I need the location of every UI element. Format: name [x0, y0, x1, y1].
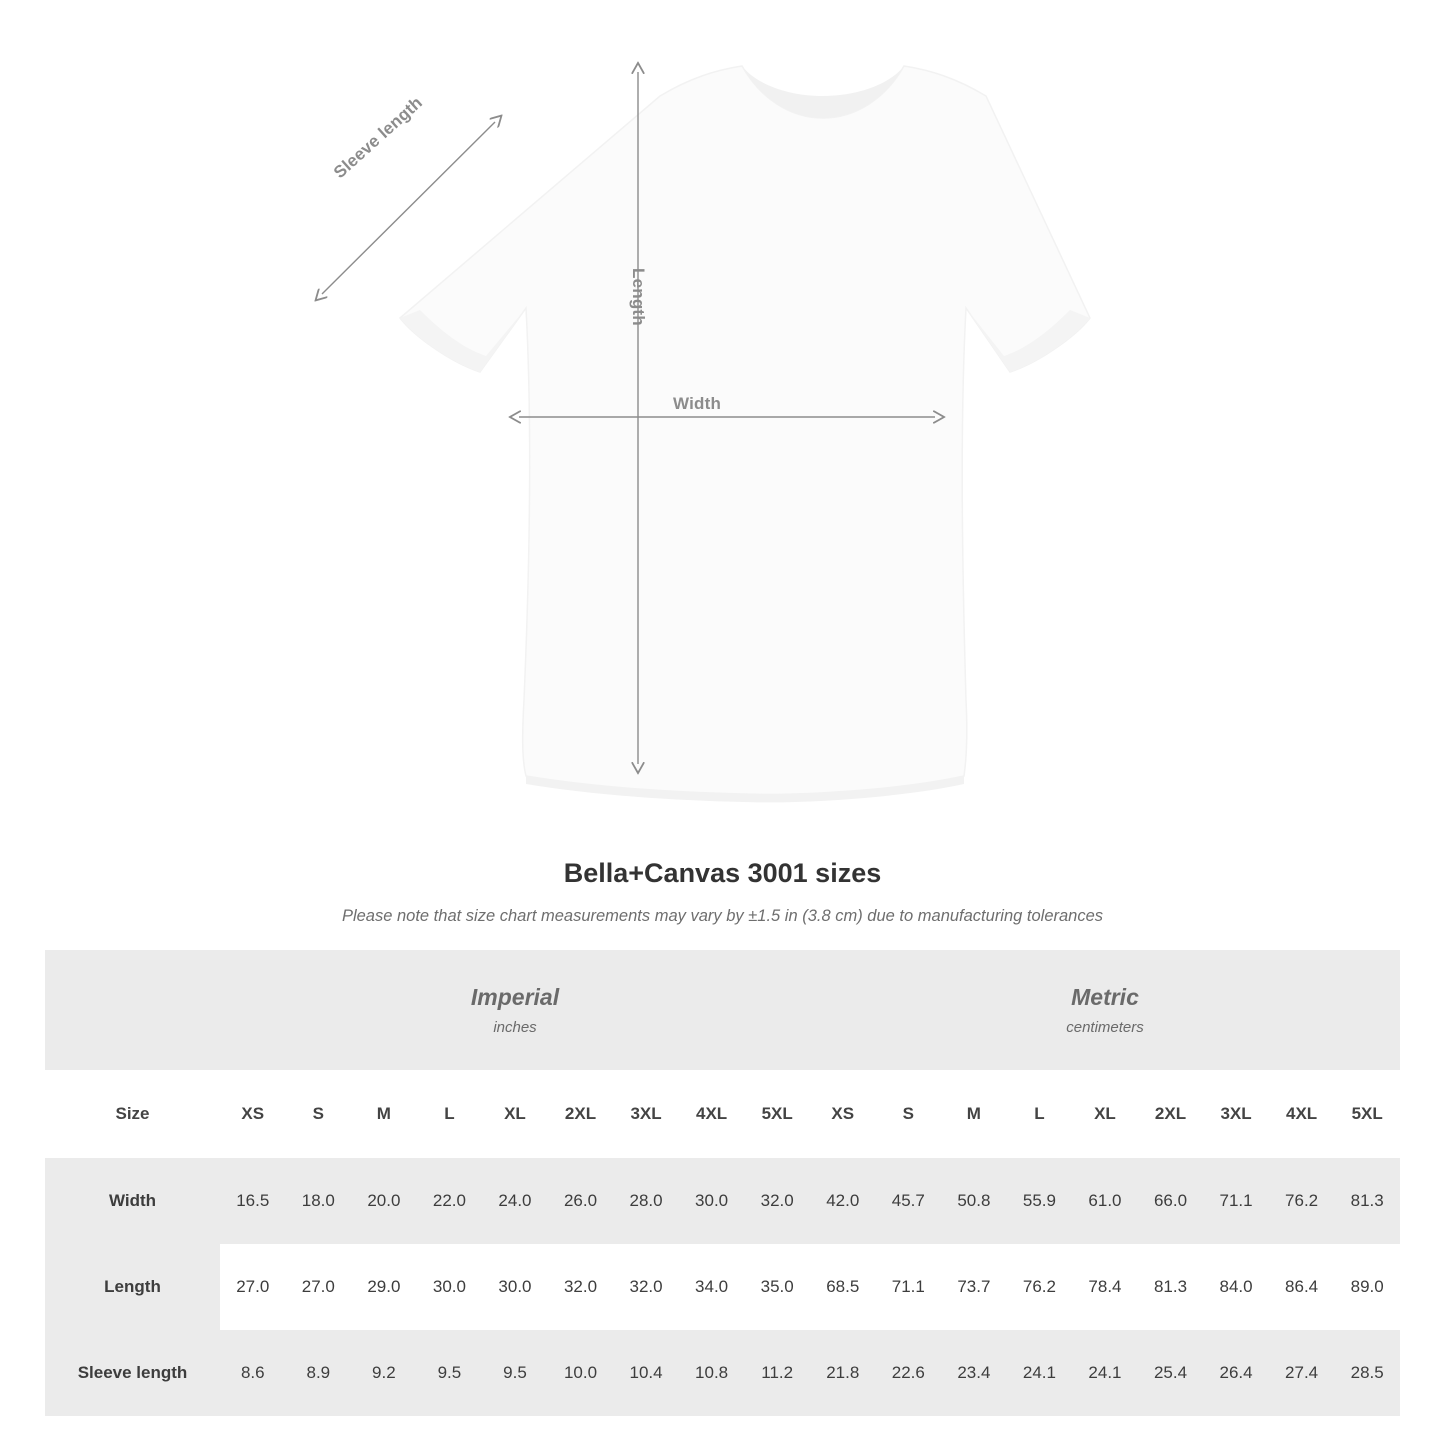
cell-length-3XL-6: 32.0: [613, 1244, 679, 1330]
cell-sleeve-length-2XL-5: 10.0: [548, 1330, 614, 1416]
size-chart-table-wrapper: [45, 950, 1400, 1416]
size-chart-table: [45, 950, 1400, 1416]
sleeve-length-label: Sleeve length: [330, 92, 427, 183]
cell-length-XL-13: 78.4: [1072, 1244, 1138, 1330]
cell-length-M-2: 29.0: [351, 1244, 417, 1330]
cell-sleeve-length-4XL-16: 27.4: [1269, 1330, 1335, 1416]
column-header-size-8: 5XL: [744, 1070, 810, 1158]
table-row: [45, 1244, 1400, 1330]
table-row: [45, 1158, 1400, 1244]
column-header-size-13: XL: [1072, 1070, 1138, 1158]
row-header-length: Length: [45, 1244, 220, 1330]
cell-length-L-12: 76.2: [1007, 1244, 1073, 1330]
column-header-size-2: M: [351, 1070, 417, 1158]
cell-width-S-1: 18.0: [286, 1158, 352, 1244]
column-header-size-0: XS: [220, 1070, 286, 1158]
length-label: Length: [629, 268, 648, 326]
cell-sleeve-length-S-10: 22.6: [876, 1330, 942, 1416]
cell-width-4XL-16: 76.2: [1269, 1158, 1335, 1244]
width-label: Width: [673, 394, 722, 413]
cell-length-XS-0: 27.0: [220, 1244, 286, 1330]
cell-sleeve-length-M-2: 9.2: [351, 1330, 417, 1416]
cell-sleeve-length-S-1: 8.9: [286, 1330, 352, 1416]
cell-width-3XL-15: 71.1: [1203, 1158, 1269, 1244]
column-header-size-4: XL: [482, 1070, 548, 1158]
cell-width-L-12: 55.9: [1007, 1158, 1073, 1244]
cell-sleeve-length-3XL-15: 26.4: [1203, 1330, 1269, 1416]
cell-length-2XL-14: 81.3: [1138, 1244, 1204, 1330]
table-corner-cell: [45, 950, 220, 1070]
cell-width-S-10: 45.7: [876, 1158, 942, 1244]
cell-sleeve-length-XL-4: 9.5: [482, 1330, 548, 1416]
column-header-size-9: XS: [810, 1070, 876, 1158]
cell-width-2XL-14: 66.0: [1138, 1158, 1204, 1244]
column-header-size-11: M: [941, 1070, 1007, 1158]
cell-sleeve-length-L-12: 24.1: [1007, 1330, 1073, 1416]
cell-width-M-2: 20.0: [351, 1158, 417, 1244]
column-header-size-6: 3XL: [613, 1070, 679, 1158]
cell-length-5XL-17: 89.0: [1334, 1244, 1400, 1330]
cell-length-S-10: 71.1: [876, 1244, 942, 1330]
cell-width-XL-13: 61.0: [1072, 1158, 1138, 1244]
cell-length-XL-4: 30.0: [482, 1244, 548, 1330]
column-header-size-1: S: [286, 1070, 352, 1158]
cell-sleeve-length-5XL-17: 28.5: [1334, 1330, 1400, 1416]
unit-group-sub: centimeters: [1066, 1019, 1144, 1036]
column-header-size-12: L: [1007, 1070, 1073, 1158]
unit-group-name: Imperial: [470, 984, 560, 1010]
column-header-size-5: 2XL: [548, 1070, 614, 1158]
unit-group-sub: inches: [493, 1019, 537, 1036]
table-row: [45, 1330, 1400, 1416]
cell-sleeve-length-5XL-8: 11.2: [744, 1330, 810, 1416]
cell-sleeve-length-XS-9: 21.8: [810, 1330, 876, 1416]
cell-width-XS-0: 16.5: [220, 1158, 286, 1244]
cell-length-3XL-15: 84.0: [1203, 1244, 1269, 1330]
cell-width-L-3: 22.0: [417, 1158, 483, 1244]
page-title: Bella+Canvas 3001 sizes: [563, 858, 882, 888]
cell-length-S-1: 27.0: [286, 1244, 352, 1330]
tolerance-note: Please note that size chart measurements may vary by ±1.5 in (3.8 cm) due to manufacturing tolerances: [341, 907, 1104, 925]
column-header-size: Size: [45, 1070, 220, 1158]
cell-length-2XL-5: 32.0: [548, 1244, 614, 1330]
column-header-size-15: 3XL: [1203, 1070, 1269, 1158]
cell-width-3XL-6: 28.0: [613, 1158, 679, 1244]
cell-sleeve-length-M-11: 23.4: [941, 1330, 1007, 1416]
column-header-size-14: 2XL: [1138, 1070, 1204, 1158]
cell-width-M-11: 50.8: [941, 1158, 1007, 1244]
cell-sleeve-length-3XL-6: 10.4: [613, 1330, 679, 1416]
cell-sleeve-length-XL-13: 24.1: [1072, 1330, 1138, 1416]
cell-length-5XL-8: 35.0: [744, 1244, 810, 1330]
cell-width-XS-9: 42.0: [810, 1158, 876, 1244]
column-header-size-16: 4XL: [1269, 1070, 1335, 1158]
cell-length-4XL-7: 34.0: [679, 1244, 745, 1330]
unit-group-row: [45, 950, 1400, 1070]
cell-width-2XL-5: 26.0: [548, 1158, 614, 1244]
tshirt-shape: [400, 66, 1090, 802]
cell-width-5XL-8: 32.0: [744, 1158, 810, 1244]
cell-length-M-11: 73.7: [941, 1244, 1007, 1330]
cell-width-5XL-17: 81.3: [1334, 1158, 1400, 1244]
column-header-size-10: S: [876, 1070, 942, 1158]
table-header-row: [45, 1070, 1400, 1158]
column-header-size-7: 4XL: [679, 1070, 745, 1158]
cell-length-XS-9: 68.5: [810, 1244, 876, 1330]
cell-sleeve-length-4XL-7: 10.8: [679, 1330, 745, 1416]
row-header-width: Width: [45, 1158, 220, 1244]
cell-width-4XL-7: 30.0: [679, 1158, 745, 1244]
title-block: [0, 858, 1445, 926]
column-header-size-3: L: [417, 1070, 483, 1158]
cell-sleeve-length-XS-0: 8.6: [220, 1330, 286, 1416]
row-header-sleeve-length: Sleeve length: [45, 1330, 220, 1416]
cell-length-4XL-16: 86.4: [1269, 1244, 1335, 1330]
cell-sleeve-length-2XL-14: 25.4: [1138, 1330, 1204, 1416]
cell-length-L-3: 30.0: [417, 1244, 483, 1330]
column-header-size-17: 5XL: [1334, 1070, 1400, 1158]
unit-group-imperial: [220, 950, 810, 1070]
cell-sleeve-length-L-3: 9.5: [417, 1330, 483, 1416]
unit-group-name: Metric: [1071, 984, 1139, 1010]
cell-width-XL-4: 24.0: [482, 1158, 548, 1244]
unit-group-metric: [810, 950, 1400, 1070]
